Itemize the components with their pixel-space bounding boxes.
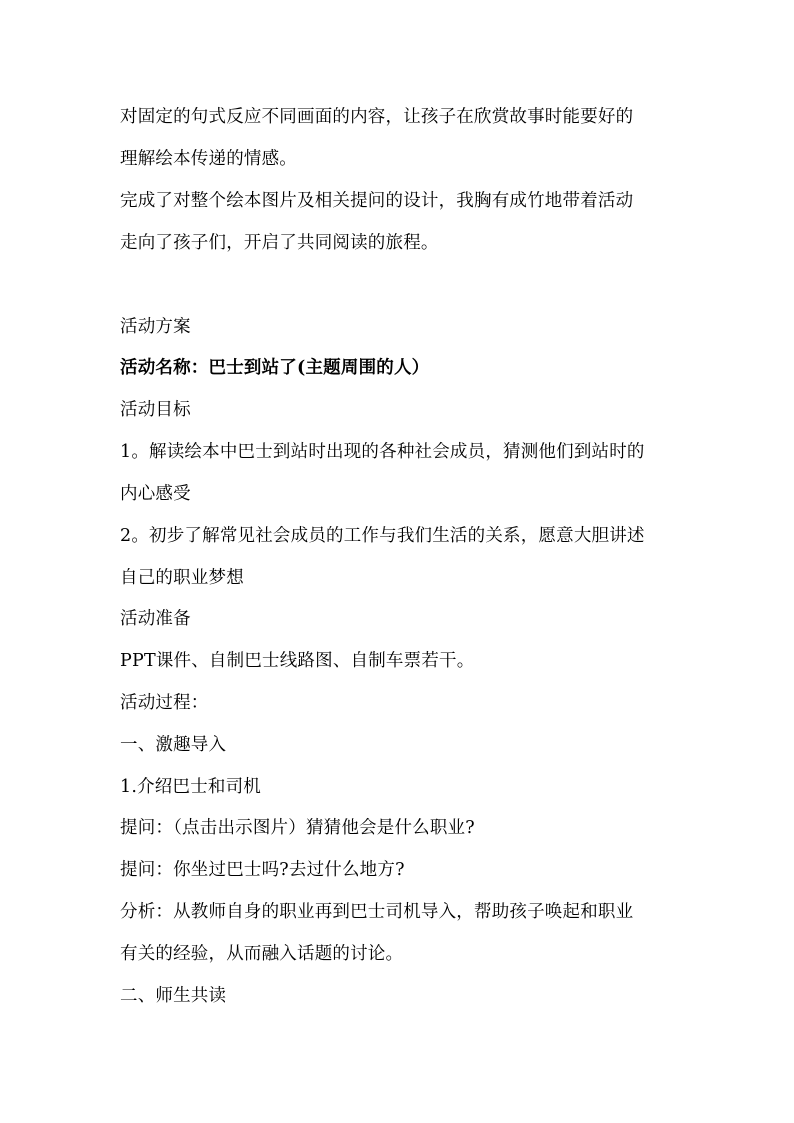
paragraph-line: 对固定的句式反应不同画面的内容，让孩子在欣赏故事时能要好的 bbox=[120, 107, 634, 127]
activity-name-heading: 活动名称：巴士到站了(主题周围的人） bbox=[120, 358, 430, 378]
paragraph-line: 完成了对整个绘本图片及相关提问的设计，我胸有成竹地带着活动 bbox=[120, 191, 634, 211]
goal-item-2-line: 2。初步了解常见社会成员的工作与我们生活的关系，愿意大胆讲述 bbox=[120, 526, 645, 546]
paragraph-line: 理解绘本传递的情感。 bbox=[120, 149, 297, 169]
process-step-heading: 一、激趣导入 bbox=[120, 735, 227, 755]
subheading-activity-preparation: 活动准备 bbox=[120, 609, 191, 629]
paragraph-line: 走向了孩子们，开启了共同阅读的旅程。 bbox=[120, 233, 439, 253]
analysis-line: 分析：从教师自身的职业再到巴士司机导入，帮助孩子唤起和职业 bbox=[120, 902, 634, 922]
process-step-heading: 二、师生共读 bbox=[120, 986, 227, 1006]
preparation-text: PPT课件、自制巴士线路图、自制车票若干。 bbox=[120, 651, 475, 671]
goal-item-2-line: 自己的职业梦想 bbox=[120, 568, 244, 588]
analysis-line: 有关的经验，从而融入话题的讨论。 bbox=[120, 944, 404, 964]
goal-item-1-line: 1。解读绘本中巴士到站时出现的各种社会成员，猜测他们到站时的 bbox=[120, 442, 645, 462]
subheading-activity-goals: 活动目标 bbox=[120, 400, 191, 420]
process-substep: 1.介绍巴士和司机 bbox=[120, 777, 261, 797]
section-heading-activity-plan: 活动方案 bbox=[120, 317, 191, 337]
subheading-activity-process: 活动过程： bbox=[120, 693, 209, 713]
question-line: 提问：你坐过巴士吗?去过什么地方? bbox=[120, 860, 405, 880]
goal-item-1-line: 内心感受 bbox=[120, 484, 191, 504]
question-line: 提问：（点击出示图片）猜猜他会是什么职业? bbox=[120, 818, 475, 838]
